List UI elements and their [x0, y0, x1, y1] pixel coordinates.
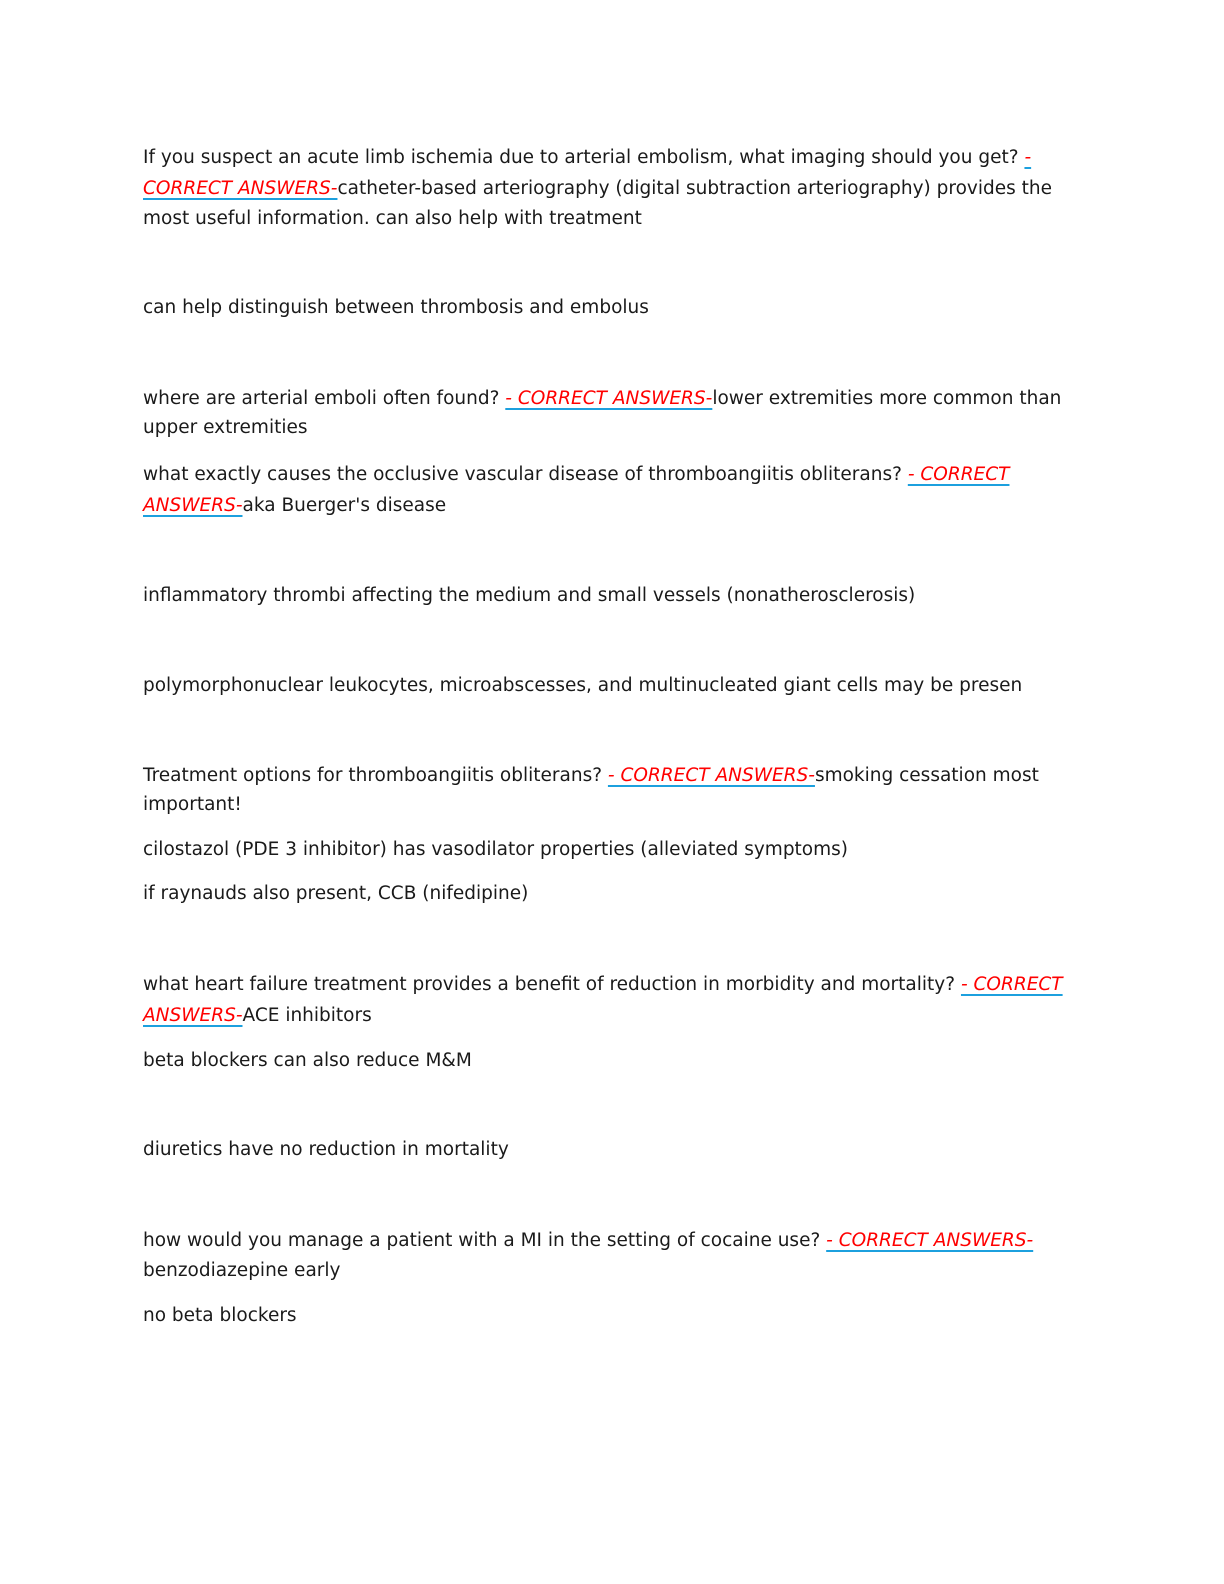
answer-text: aka Buerger's disease: [242, 495, 447, 516]
answer-continuation: benzodiazepine early: [143, 1260, 341, 1281]
answer-label: - CORRECT ANSWERS-: [607, 765, 815, 786]
note-line: if raynauds also present, CCB (nifedipine): [143, 883, 529, 904]
question-text: where are arterial emboli often found?: [143, 388, 500, 409]
note-line: inflammatory thrombi affecting the medium and small vessels (nonatherosclerosis): [143, 585, 916, 606]
note-line: polymorphonuclear leukocytes, microabscesses, and multinucleated giant cells may be presen: [143, 675, 1023, 696]
question-line: [143, 384, 1063, 414]
question-text: If you suspect an acute limb ischemia due to arterial embolism, what imaging should you get?: [143, 147, 1019, 168]
question-line: [143, 460, 1063, 490]
question-text: Treatment options for thromboangiitis obliterans?: [143, 765, 603, 786]
answer-line: [143, 174, 1063, 204]
answer-label: ANSWERS-: [143, 1005, 243, 1026]
question-line: [143, 143, 1063, 173]
answer-label: - CORRECT: [907, 464, 1010, 485]
answer-continuation: important!: [143, 794, 242, 815]
question-text: what heart failure treatment provides a benefit of reduction in morbidity and mortality?: [143, 974, 956, 995]
answer-continuation: upper extremities: [143, 417, 308, 438]
note-line: no beta blockers: [143, 1305, 297, 1326]
answer-line: [143, 1001, 1063, 1031]
answer-line: [143, 491, 1063, 521]
answer-label: - CORRECT ANSWERS-: [826, 1230, 1034, 1251]
question-text: how would you manage a patient with a MI in the setting of cocaine use?: [143, 1230, 821, 1251]
answer-label: - CORRECT: [960, 974, 1063, 995]
answer-label: CORRECT ANSWERS-: [143, 178, 338, 199]
question-text: what exactly causes the occlusive vascular disease of thromboangiitis obliterans?: [143, 464, 902, 485]
answer-text: catheter-based arteriography (digital subtraction arteriography) provides the: [337, 178, 1053, 199]
answer-continuation: most useful information. can also help with treatment: [143, 208, 642, 229]
answer-text: smoking cessation most: [814, 765, 1039, 786]
note-line: can help distinguish between thrombosis and embolus: [143, 297, 649, 318]
question-line: [143, 970, 1063, 1000]
note-line: beta blockers can also reduce M&M: [143, 1050, 472, 1071]
question-line: [143, 1226, 1063, 1256]
answer-label: ANSWERS-: [143, 495, 243, 516]
answer-text: lower extremities more common than: [712, 388, 1062, 409]
question-line: [143, 761, 1063, 791]
note-line: diuretics have no reduction in mortality: [143, 1139, 509, 1160]
note-line: cilostazol (PDE 3 inhibitor) has vasodilator properties (alleviated symptoms): [143, 839, 849, 860]
answer-label: -: [1024, 147, 1032, 168]
answer-text: ACE inhibitors: [242, 1005, 372, 1026]
answer-label: - CORRECT ANSWERS-: [505, 388, 713, 409]
